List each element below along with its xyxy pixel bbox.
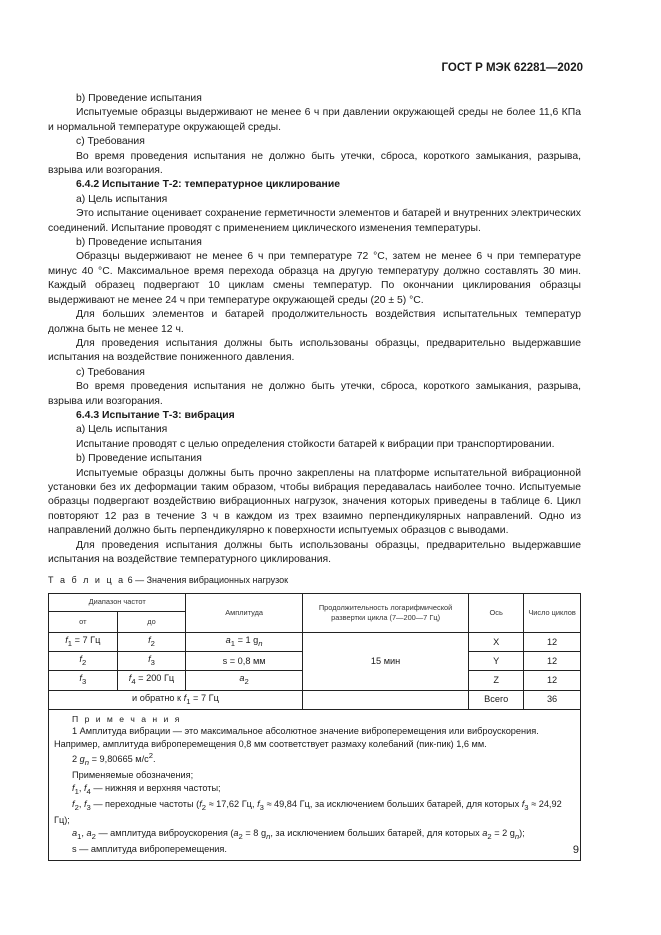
table-caption: Т а б л и ц а 6 — Значения вибрационных нагрузок bbox=[48, 575, 289, 586]
table-cell: и обратно к $f_1 = 7$ Гц bbox=[49, 690, 303, 709]
paragraph: Для проведения испытания должны быть использованы образцы, предварительно выдержавшие испытания на воздействие температурного циклирования. bbox=[48, 539, 581, 565]
table-cell bbox=[302, 690, 468, 709]
table-row bbox=[49, 690, 581, 709]
table-cell: s = 0,8 мм bbox=[186, 652, 303, 671]
table-cell: $f_4 = 200$ Гц bbox=[117, 671, 186, 690]
table-header: Продолжительность логарифмической развертки цикла (7—200—7 Гц) bbox=[302, 593, 468, 632]
table-notes bbox=[49, 709, 581, 860]
note-text: 2 $g_n = 9,80665$ $м/с^2$. bbox=[72, 750, 156, 767]
section-heading: 6.4.2 Испытание Т-2: температурное циклирование bbox=[76, 179, 341, 191]
paragraph: c) Требования bbox=[76, 136, 145, 148]
paragraph: Испытуемые образцы должны быть прочно закреплены на платформе испытательной вибрационной установки без их деформации таким образом, чтобы вибрация передавалась наиболее точно. Испытуемые образцы подвергают воздействию вибрационных нагрузок, значения которых приведены в таблице 6. Цикл повторяют 12 раз в течение 3 ч в каждом из трех взаимно перпендикулярных направлений. Одно из направлений должно быть перпендикулярно к поверхности испытуемых образцов с выводами. bbox=[48, 467, 581, 537]
table-cell: $f_2$ bbox=[49, 652, 118, 671]
table-cell: $f_3$ bbox=[49, 671, 118, 690]
paragraph: а) Цель испытания bbox=[76, 424, 168, 436]
paragraph: Испытуемые образцы выдерживают не менее 6 ч при давлении окружающей среды не более 11,6 КПа и нормальной температуре окружающей среды. bbox=[48, 107, 581, 133]
page-number: 9 bbox=[572, 844, 579, 856]
note-text: Применяемые обозначения; bbox=[72, 770, 194, 781]
table-cell: 15 мин bbox=[302, 632, 468, 690]
paragraph: Во время проведения испытания не должно быть утечки, сброса, короткого замыкания, разрыва, взрыва или возгорания. bbox=[48, 381, 581, 407]
paragraph: Для больших элементов и батарей продолжительность воздействия испытательных температур должна быть не менее 12 ч. bbox=[48, 309, 581, 335]
table-cell: X bbox=[469, 632, 524, 651]
paragraph: Во время проведения испытания не должно быть утечки, сброса, короткого замыкания, разрыва, взрыва или возгорания. bbox=[48, 150, 581, 177]
document-body bbox=[48, 92, 581, 861]
paragraph: b) Проведение испытания bbox=[76, 237, 202, 249]
table-cell: $a_2$ bbox=[186, 671, 303, 690]
table-cell: $f_2$ bbox=[117, 632, 186, 651]
table-cell: 12 bbox=[524, 652, 581, 671]
paragraph: Для проведения испытания должны быть использованы образцы, предварительно выдержавшие испытания на воздействие пониженного давления. bbox=[48, 337, 581, 364]
note-text: $f_2$, $f_3$ — переходные частоты ($f_2 \approx 17,62$ Гц, $f_3 \approx 49,84$ Гц, за исключением больших батарей, для которых $f_3 \approx 24,92$ Гц); bbox=[54, 798, 562, 826]
table-cell: $f_1 = 7$ Гц bbox=[49, 632, 118, 651]
paragraph: b) Проведение испытания bbox=[76, 453, 202, 465]
paragraph: Образцы выдерживают не менее 6 ч при температуре 72 °С, затем не менее 6 ч при температуре минус 40 °С. Максимальное время перехода образца на другую температуру должно составлять 30 мин. Каждый образец подвергают 10 циклам смены температур. По окончании циклирования образцы выдерживают не менее 24 ч при температуре окружающей среды (20 ± 5) °С. bbox=[48, 251, 581, 306]
table-cell: 12 bbox=[524, 632, 581, 651]
table-cell: $a_1 = 1$ $g_n$ bbox=[186, 632, 303, 651]
notes-title: П р и м е ч а н и я bbox=[72, 713, 182, 724]
table-cell: $f_3$ bbox=[117, 652, 186, 671]
section-heading: 6.4.3 Испытание Т-3: вибрация bbox=[76, 409, 235, 421]
paragraph: c) Требования bbox=[76, 366, 145, 378]
note-text: 1 Амплитуда вибрации — это максимальное абсолютное значение виброперемещения или виброускорения. Например, амплитуда виброперемещения 0,8 мм соответствует размаху колебаний (пик-пик) 1,6 мм. bbox=[54, 726, 539, 749]
table-header: Ось bbox=[469, 593, 524, 632]
table-header: до bbox=[117, 611, 186, 632]
document-code: ГОСТ Р МЭК 62281—2020 bbox=[441, 62, 583, 74]
paragraph: Это испытание оценивает сохранение герметичности элементов и батарей и внутренних электрических соединений. Испытание проводят с применением циклического изменения температуры. bbox=[48, 208, 581, 234]
table-header: Диапазон частот bbox=[49, 593, 186, 611]
paragraph: b) Проведение испытания bbox=[76, 93, 202, 104]
table-cell: Z bbox=[469, 671, 524, 690]
table-header: Число циклов bbox=[524, 593, 581, 632]
table-header: от bbox=[49, 611, 118, 632]
table-cell: 36 bbox=[524, 690, 581, 709]
paragraph: а) Цель испытания bbox=[76, 193, 168, 205]
vibration-table bbox=[48, 593, 581, 861]
paragraph: Испытание проводят с целью определения стойкости батарей к вибрации при транспортировании. bbox=[76, 438, 555, 450]
table-header: Амплитуда bbox=[186, 593, 303, 632]
note-text: $a_1$, $a_2$ — амплитуда виброускорения ($a_2 = 8$ $g_n$, за исключением больших батарей, для которых $a_2 = 2$ $g_n$); bbox=[72, 827, 525, 841]
table-row bbox=[49, 632, 581, 651]
table-cell: 12 bbox=[524, 671, 581, 690]
table-cell: Всего bbox=[469, 690, 524, 709]
note-text: s — амплитуда виброперемещения. bbox=[72, 843, 227, 854]
note-text: $f_1$, $f_4$ — нижняя и верхняя частоты; bbox=[72, 782, 221, 796]
table-cell: Y bbox=[469, 652, 524, 671]
